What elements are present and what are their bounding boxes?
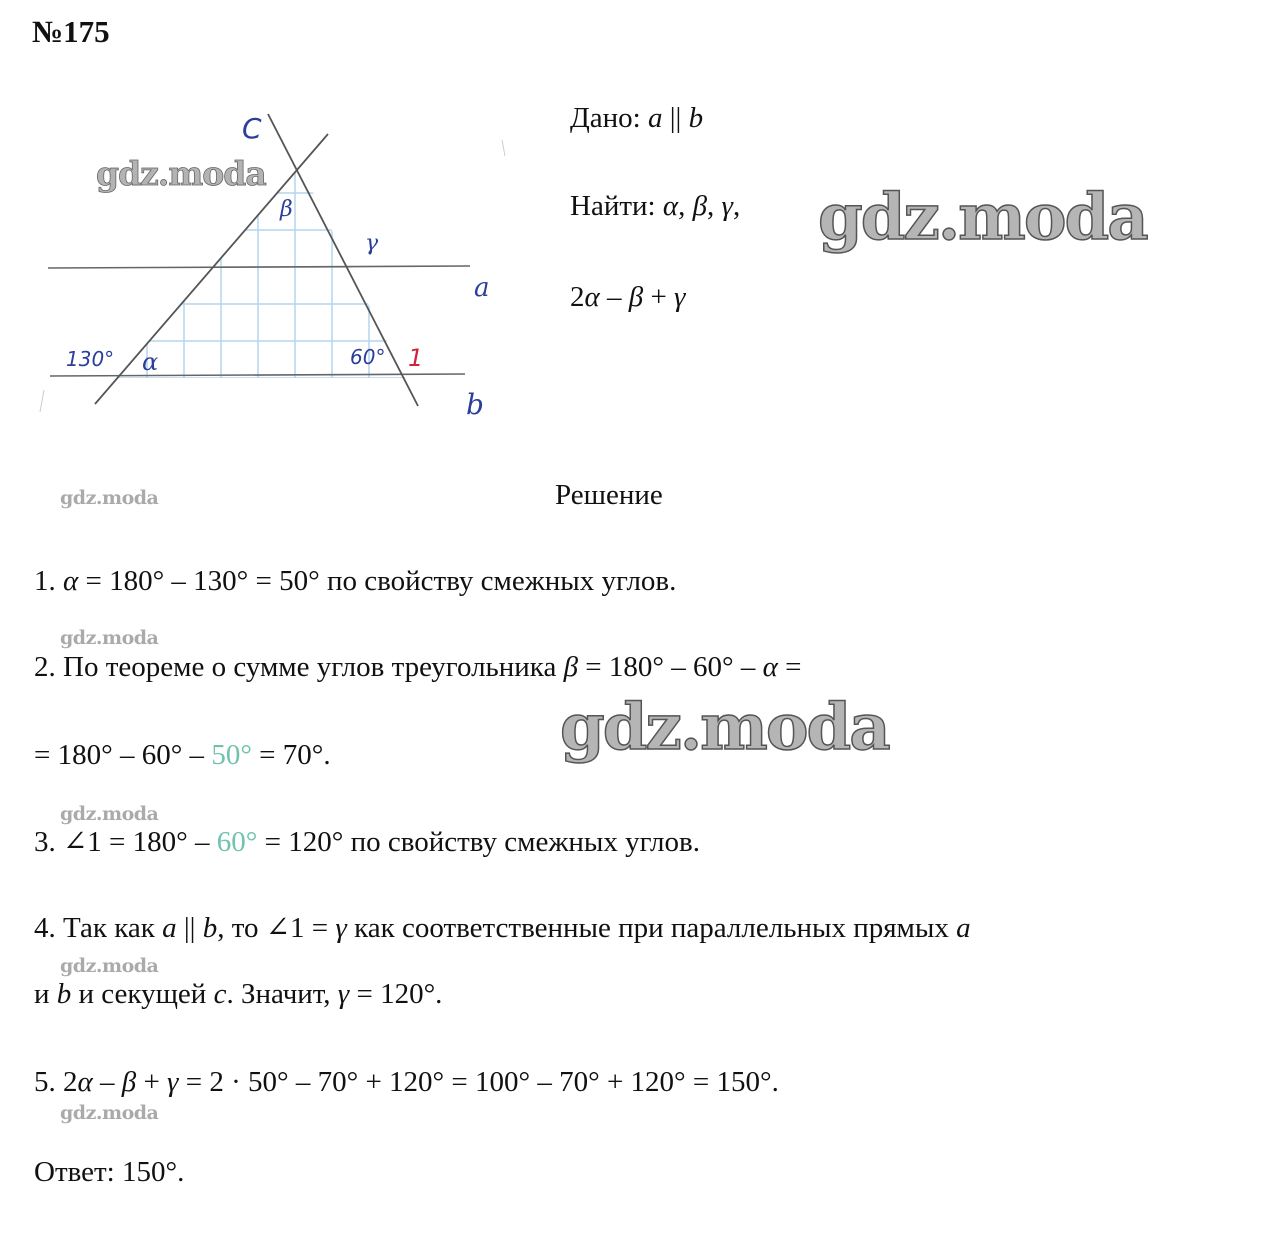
step-4-p2: , то ∠1 = [217, 912, 329, 944]
given-a: a [647, 102, 663, 134]
step-4-a2: a [956, 912, 971, 944]
given-line [570, 104, 703, 133]
step-4-gamma: γ [335, 912, 347, 944]
label-b: b [466, 388, 484, 421]
watermark-figure: gdz.moda [96, 154, 266, 193]
expr-two: 2 [570, 281, 585, 313]
step-2-equals: = [785, 651, 802, 683]
faint-mark [40, 390, 44, 412]
step-2-line-2 [34, 741, 331, 770]
watermark-small-1: gdz.moda [60, 487, 159, 509]
watermark-small-3: gdz.moda [60, 803, 159, 825]
given-parallel: || [669, 102, 682, 134]
expr-minus: – [606, 281, 622, 313]
find-line [570, 192, 740, 221]
watermark-large-top: gdz.moda [818, 180, 1147, 255]
answer-value: 150°. [122, 1156, 185, 1188]
label-a: a [474, 273, 490, 303]
step-4-b2: b [56, 978, 72, 1010]
step-4-b: b [202, 912, 218, 944]
step-1 [34, 567, 676, 596]
step-5-minus: – [99, 1066, 115, 1098]
step-5-plus: + [143, 1066, 160, 1098]
step-4-l2b: и секущей [78, 978, 207, 1010]
step-4-gamma2: γ [337, 978, 350, 1010]
expr-gamma: γ [674, 281, 686, 313]
line-a [48, 266, 470, 268]
step-2-alpha: α [762, 651, 778, 683]
watermark-small-2: gdz.moda [60, 627, 159, 649]
step-4-l2a: и [34, 978, 50, 1010]
step-3-faded: 60° [216, 826, 258, 858]
step-4-line-1 [34, 914, 971, 943]
label-c: C [242, 112, 262, 145]
step-2-cont-b: 50° [211, 739, 252, 771]
step-5 [34, 1068, 779, 1097]
find-comma-2: , [707, 190, 715, 222]
step-3-number: 3. [34, 826, 56, 858]
step-5-gamma: γ [167, 1066, 179, 1098]
given-label: Дано: [570, 102, 641, 134]
watermark-small-5: gdz.moda [60, 1102, 159, 1124]
step-3-reason: по свойству смежных углов. [350, 826, 700, 858]
step-5-number: 5. 2 [34, 1066, 78, 1098]
step-4-a: a [162, 912, 177, 944]
step-4-par: || [183, 912, 196, 944]
label-gamma: γ [365, 231, 379, 256]
find-gamma: γ [721, 190, 733, 222]
step-4-p3: как соответственные при параллельных прямых [354, 912, 949, 944]
expr-beta: β [628, 281, 644, 313]
answer-label: Ответ: [34, 1156, 115, 1188]
step-4-p1: 4. Так как [34, 912, 155, 944]
step-4-line-2 [34, 980, 442, 1009]
find-comma-3: , [732, 190, 741, 222]
step-1-equation: = 180° – 130° = 50° [85, 565, 320, 597]
step-2-cont-a: = 180° – 60° – [34, 739, 205, 771]
find-alpha: α [662, 190, 679, 222]
answer-line [34, 1158, 184, 1187]
step-4-c: c [213, 978, 227, 1010]
watermark-large-middle: gdz.moda [560, 690, 889, 765]
step-1-reason: по свойству смежных углов. [327, 565, 677, 597]
step-5-beta: β [121, 1066, 137, 1098]
expr-alpha: α [584, 281, 600, 313]
step-2-beta: β [563, 651, 579, 683]
step-1-number: 1. [34, 565, 56, 597]
watermark-small-4: gdz.moda [60, 955, 159, 977]
solution-title: Решение [555, 479, 663, 511]
geometry-figure [30, 100, 530, 430]
step-3-equation: = 120° [264, 826, 344, 858]
step-3 [34, 828, 700, 857]
label-60: 60° [350, 345, 386, 369]
step-2-cont-c: = 70°. [259, 739, 331, 771]
task-number: №175 [32, 14, 110, 49]
label-alpha: α [142, 348, 159, 376]
expr-plus: + [650, 281, 667, 313]
step-5-equation: = 2 · 50° – 70° + 120° = 100° – 70° + 120° = 150°. [185, 1066, 779, 1098]
step-4-l2c: . Значит, [226, 978, 331, 1010]
find-beta: β [692, 190, 708, 222]
step-2-line-1 [34, 653, 801, 682]
step-2-text: 2. По теореме о сумме углов треугольника [34, 651, 557, 683]
find-label: Найти: [570, 190, 656, 222]
label-130: 130° [66, 347, 115, 371]
faint-mark [502, 140, 505, 156]
find-expression [570, 283, 685, 312]
find-comma-1: , [678, 190, 686, 222]
given-b: b [688, 102, 704, 134]
step-1-alpha: α [63, 565, 79, 597]
step-5-alpha: α [77, 1066, 93, 1098]
label-beta: β [280, 197, 293, 222]
step-2-equation: = 180° – 60° – [585, 651, 756, 683]
label-one: 1 [408, 344, 424, 372]
step-3-angle: ∠1 = 180° – [63, 826, 210, 858]
step-4-l2d: = 120°. [356, 978, 443, 1010]
triangle-right-side [268, 114, 418, 406]
